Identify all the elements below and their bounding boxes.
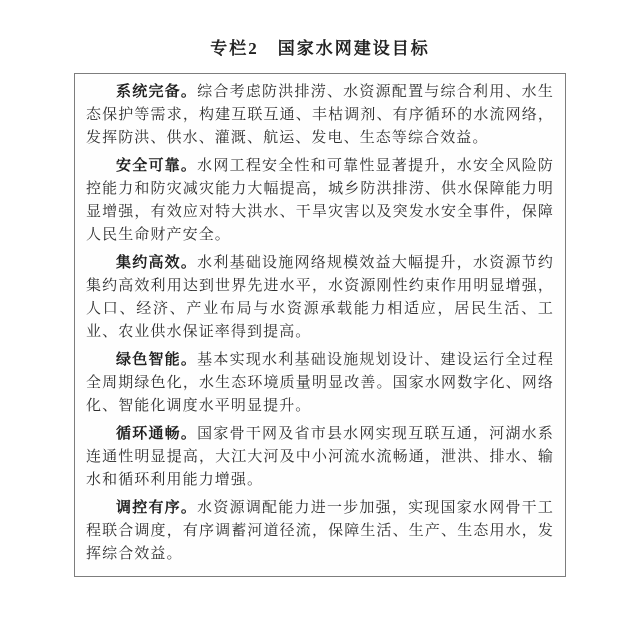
goal-paragraph-efficiency (86, 252, 554, 344)
goal-text-green: 基本实现水利基础设施规划设计、建设运行全过程全周期绿色化，水生态环境质量明显改善。国家水网数字化、网络化、智能化调度水平明显提升。 (86, 352, 554, 414)
goal-text-efficiency: 水利基础设施网络规模效益大幅提升，水资源节约集约高效利用达到世界先进水平，水资源刚性约束作用明显增强，人口、经济、产业布局与水资源承载能力相适应，居民生活、工业、农业供水保证率得到提高。 (86, 255, 554, 340)
goal-text-regulation: 水资源调配能力进一步加强，实现国家水网骨干工程联合调度，有序调蓄河道径流，保障生活、生产、生态用水，发挥综合效益。 (86, 500, 554, 562)
goal-paragraph-regulation (86, 497, 554, 566)
page-title: 专栏2 国家水网建设目标 (210, 39, 430, 58)
goal-label-safety: 安全可靠。 (116, 158, 198, 174)
goal-text-safety: 水网工程安全性和可靠性显著提升，水安全风险防控能力和防灾减灾能力大幅提高，城乡防洪排涝、供水保障能力明显增强，有效应对特大洪水、干旱灾害以及突发水安全事件，保障人民生命财产安全。 (86, 158, 554, 243)
goal-text-system: 综合考虑防洪排涝、水资源配置与综合利用、水生态保护等需求，构建互联互通、丰枯调剂、有序循环的水流网络，发挥防洪、供水、灌溉、航运、发电、生态等综合效益。 (86, 84, 554, 146)
goal-paragraph-system (86, 81, 554, 150)
goal-label-regulation: 调控有序。 (116, 500, 198, 516)
goal-label-efficiency: 集约高效。 (116, 255, 198, 271)
goal-label-system: 系统完备。 (116, 84, 198, 100)
goal-paragraph-circulation (86, 423, 554, 492)
goal-text-circulation: 国家骨干网及省市县水网实现互联互通，河湖水系连通性明显提高，大江大河及中小河流水流畅通，泄洪、排水、输水和循环利用能力增强。 (86, 426, 554, 488)
goal-label-circulation: 循环通畅。 (116, 426, 198, 442)
goal-label-green: 绿色智能。 (116, 352, 198, 368)
goals-box (74, 73, 566, 577)
goal-paragraph-green (86, 349, 554, 418)
goal-paragraph-safety (86, 155, 554, 247)
